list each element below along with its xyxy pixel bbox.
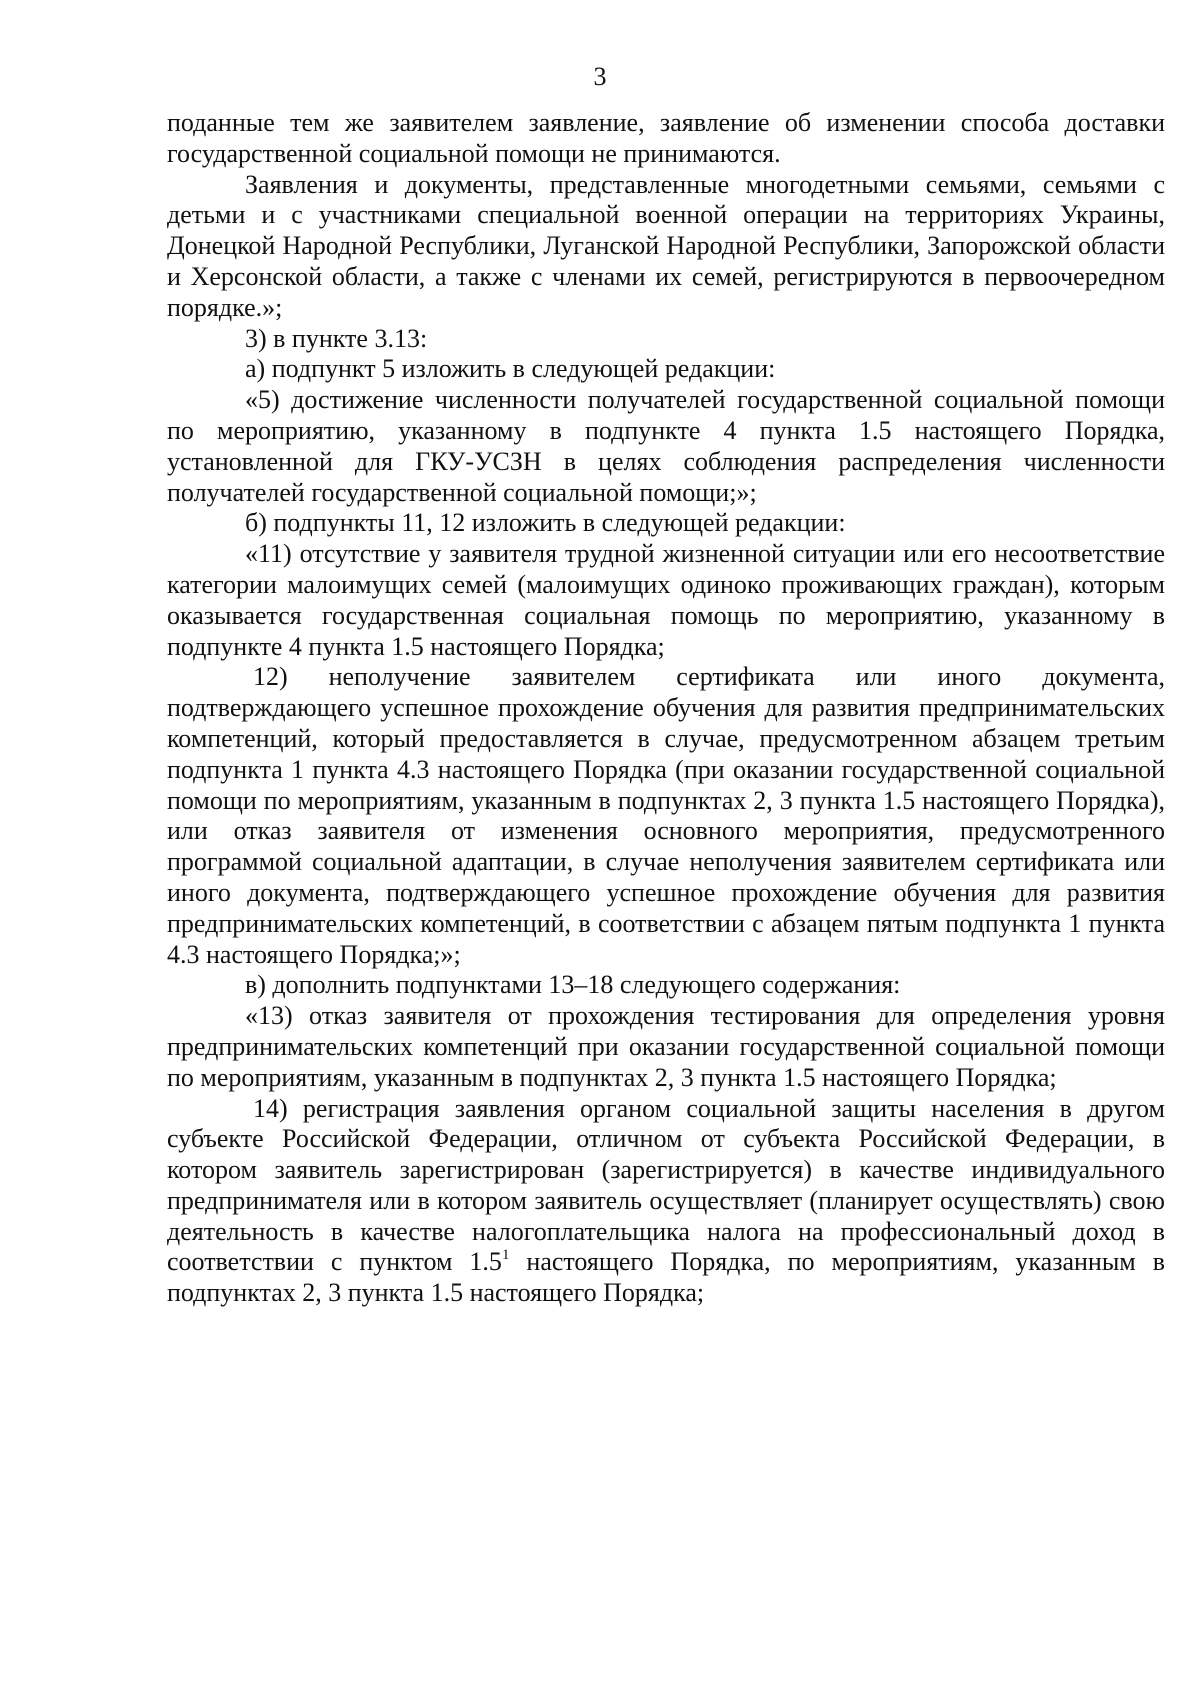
paragraph-subpoint-14 — [167, 1094, 1165, 1310]
document-body — [167, 108, 1165, 1309]
paragraph-item-3: 3) в пункте 3.13: — [245, 323, 428, 353]
paragraph-subpoint-14-text-start: 14) регистрация заявления органом социальной защиты населения в другом субъекте Российской Федерации, отличном от субъекта Российской Федерации, в котором заявитель зарегистрирован (зарегистрируется) в качестве индивидуального предпринимателя или в котором заявитель осуществляет (планирует осуществлять) свою деятельность в качестве налогоплательщика налога на профессиональный доход в соответствии с пунктом 1.5 — [167, 1093, 1165, 1277]
paragraph-subpoint-13: «13) отказ заявителя от прохождения тестирования для определения уровня предпринимательских компетенций при оказании государственной социальной помощи по мероприятиям, указанным в подпунктах 2, 3 пункта 1.5 настоящего Порядка; — [167, 1001, 1165, 1092]
paragraph-subpoint-11: «11) отсутствие у заявителя трудной жизненной ситуации или его несоответствие категории малоимущих семей (малоимущих одиноко проживающих граждан), которым оказывается государственная социальная помощь по мероприятию, указанному в подпункте 4 пункта 1.5 настоящего Порядка; — [167, 539, 1165, 661]
paragraph-subpoint-14-text-end: настоящего Порядка, по мероприятиям, указанным в подпунктах 2, 3 пункта 1.5 настоящего Порядка; — [167, 1247, 1166, 1308]
paragraph-subpoint-12: 12) неполучение заявителем сертификата или иного документа, подтверждающего успешное прохождение обучения для развития предпринимательских компетенций, который предоставляется в случае, предусмотренном абзацем третьим подпункта 1 пункта 4.3 настоящего Порядка (при оказании государственной социальной помощи по мероприятиям, указанным в подпунктах 2, 3 пункта 1.5 настоящего Порядка), или отказ заявителя от изменения основного мероприятия, предусмотренного программой социальной адаптации, в случае неполучения заявителем сертификата или иного документа, подтверждающего успешное прохождение обучения для развития предпринимательских компетенций, в соответствии с абзацем пятым подпункта 1 пункта 4.3 настоящего Порядка;»; — [167, 662, 1165, 969]
page-number: 3 — [593, 62, 607, 91]
paragraph-subpoint-5: «5) достижение численности получателей государственной социальной помощи по мероприятию, указанному в подпункте 4 пункта 1.5 настоящего Порядка, установленной для ГКУ-УСЗН в целях соблюдения распределения численности получателей государственной социальной помощи;»; — [167, 385, 1165, 507]
paragraph-subitem-v: в) дополнить подпунктами 13–18 следующего содержания: — [245, 970, 901, 1000]
footnote-superscript: 1 — [501, 1247, 510, 1264]
paragraph-priority-registration: Заявления и документы, представленные многодетными семьями, семьями с детьми и с участниками специальной военной операции на территориях Украины, Донецкой Народной Республики, Луганской Народной Республики, Запорожской области и Херсонской области, а также с членами их семей, регистрируются в первоочередном порядке.»; — [167, 169, 1165, 322]
paragraph-continuation: поданные тем же заявителем заявление, заявление об изменении способа доставки государственной социальной помощи не принимаются. — [167, 108, 1165, 168]
paragraph-subitem-b: б) подпункты 11, 12 изложить в следующей редакции: — [245, 508, 846, 538]
paragraph-subitem-a: а) подпункт 5 изложить в следующей редакции: — [245, 354, 776, 384]
